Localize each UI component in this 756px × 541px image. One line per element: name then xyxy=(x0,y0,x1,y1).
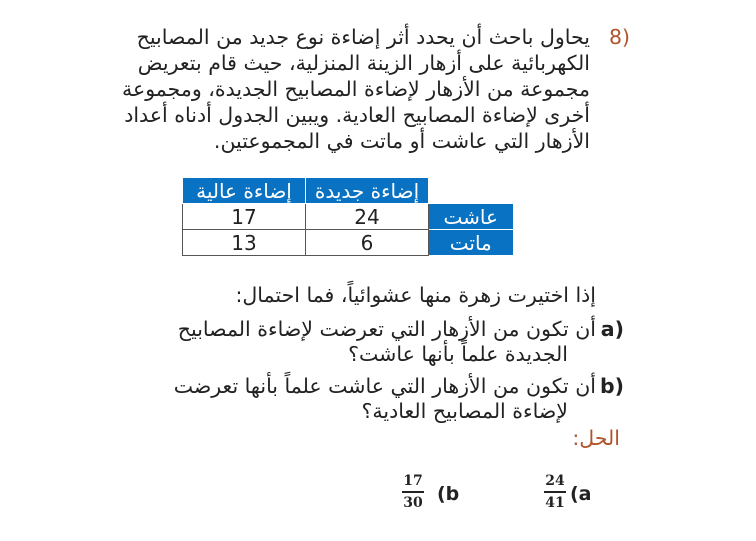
part-a-marker: a) xyxy=(600,317,624,341)
cell-lived-new: 24 xyxy=(306,204,429,230)
answer-a-denominator: 41 xyxy=(545,494,565,511)
question-number: 8) xyxy=(608,25,630,49)
fraction-bar xyxy=(544,491,566,493)
cell-lived-high: 17 xyxy=(183,204,306,230)
question-line: الأزهار التي عاشت أو ماتت في المجموعتين. xyxy=(213,129,590,153)
col-header-high-light: إضاءة عالية xyxy=(183,178,306,204)
cell-died-new: 6 xyxy=(306,230,429,256)
answer-a-numerator: 24 xyxy=(545,473,565,489)
table-header-row xyxy=(183,178,514,204)
answer-b-denominator: 30 xyxy=(403,494,423,511)
answer-a-fraction xyxy=(544,473,566,511)
question-line: أخرى لإضاءة المصابيح العادية. ويبين الجدول أدناه أعداد xyxy=(124,103,590,127)
part-a-line: أن تكون من الأزهار التي تعرضت لإضاءة المصابيح xyxy=(177,317,596,341)
answer-a-marker: (a xyxy=(570,483,592,505)
col-header-new-light: إضاءة جديدة xyxy=(306,178,429,204)
question-line: مجموعة من الأزهار لإضاءة المصابيح الجديدة، ومجموعة xyxy=(121,77,590,101)
data-table xyxy=(182,177,514,256)
question-line: الكهربائية على أزهار الزينة المنزلية، حيث قام بتعريض xyxy=(137,51,590,75)
part-b-line: أن تكون من الأزهار التي عاشت علماً بأنها تعرضت xyxy=(173,374,596,398)
table-row xyxy=(183,230,514,256)
table-row xyxy=(183,204,514,230)
fraction-bar xyxy=(402,491,424,493)
probability-prompt: إذا اختيرت زهرة منها عشوائياً، فما احتمال: xyxy=(235,283,596,307)
part-b-line: لإضاءة المصابيح العادية؟ xyxy=(361,399,568,423)
answer-b-fraction xyxy=(402,473,424,511)
row-label-died: ماتت xyxy=(429,230,514,256)
cell-died-high: 13 xyxy=(183,230,306,256)
part-b-marker: b) xyxy=(599,374,624,398)
row-label-lived: عاشت xyxy=(429,204,514,230)
question-line: يحاول باحث أن يحدد أثر إضاءة نوع جديد من المصابيح xyxy=(136,25,590,49)
answer-b-numerator: 17 xyxy=(403,473,423,489)
solution-label: الحل: xyxy=(572,426,620,450)
part-a-line: الجديدة علماً بأنها عاشت؟ xyxy=(348,342,568,366)
table-corner xyxy=(429,178,514,204)
answer-b-marker: (b xyxy=(437,483,460,505)
